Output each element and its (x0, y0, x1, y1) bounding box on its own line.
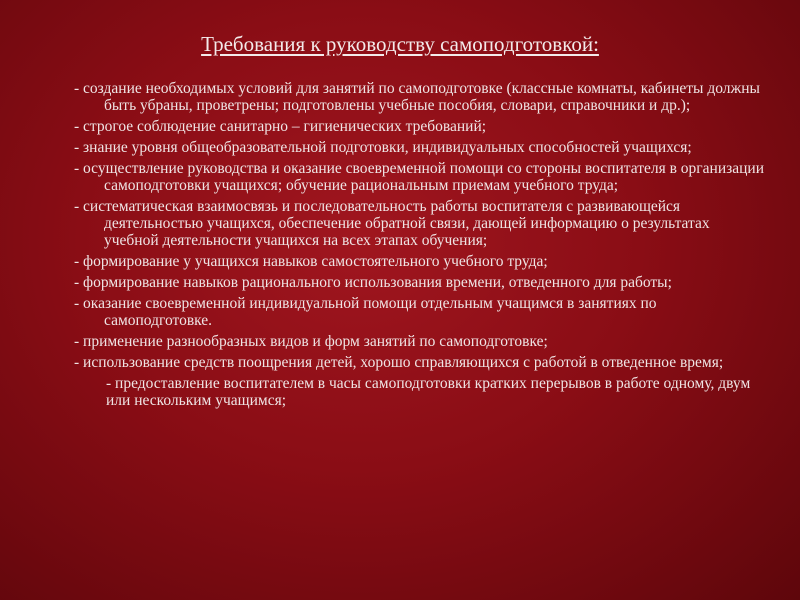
list-item: - систематическая взаимосвязь и последовательность работы воспитателя с развивающейся деятельностью учащихся, обеспечение обратной связи, дающей информацию о результатах учебной деятельности учащихся на всех этапах обучения; (74, 198, 710, 249)
list-item: - оказание своевременной индивидуальной помощи отдельным учащимся в занятиях по самоподготовке. (74, 295, 657, 329)
list-item: - формирование у учащихся навыков самостоятельного учебного труда; (74, 253, 548, 270)
list-item: - строгое соблюдение санитарно – гигиенических требований; (74, 118, 487, 135)
requirements-list (74, 80, 764, 413)
slide-title: Требования к руководству самоподготовкой: (201, 32, 599, 56)
list-item: - осуществление руководства и оказание своевременной помощи со стороны воспитателя в организации самоподготовки учащихся; обучение рациональным приемам учебного труда; (74, 160, 764, 194)
list-item: - формирование навыков рационального использования времени, отведенного для работы; (74, 274, 672, 291)
list-item: - знание уровня общеобразовательной подготовки, индивидуальных способностей учащихся; (74, 139, 692, 156)
list-item: - использование средств поощрения детей, хорошо справляющихся с работой в отведенное время; (74, 354, 724, 371)
list-item: - применение разнообразных видов и форм занятий по самоподготовке; (74, 333, 548, 350)
list-item: - создание необходимых условий для занятий по самоподготовке (классные комнаты, кабинеты должны быть убраны, проветрены; подготовлены учебные пособия, словари, справочники и др.); (74, 80, 760, 114)
list-item: - предоставление воспитателем в часы самоподготовки кратких перерывов в работе одному, двум или нескольким учащимся; (106, 375, 751, 409)
